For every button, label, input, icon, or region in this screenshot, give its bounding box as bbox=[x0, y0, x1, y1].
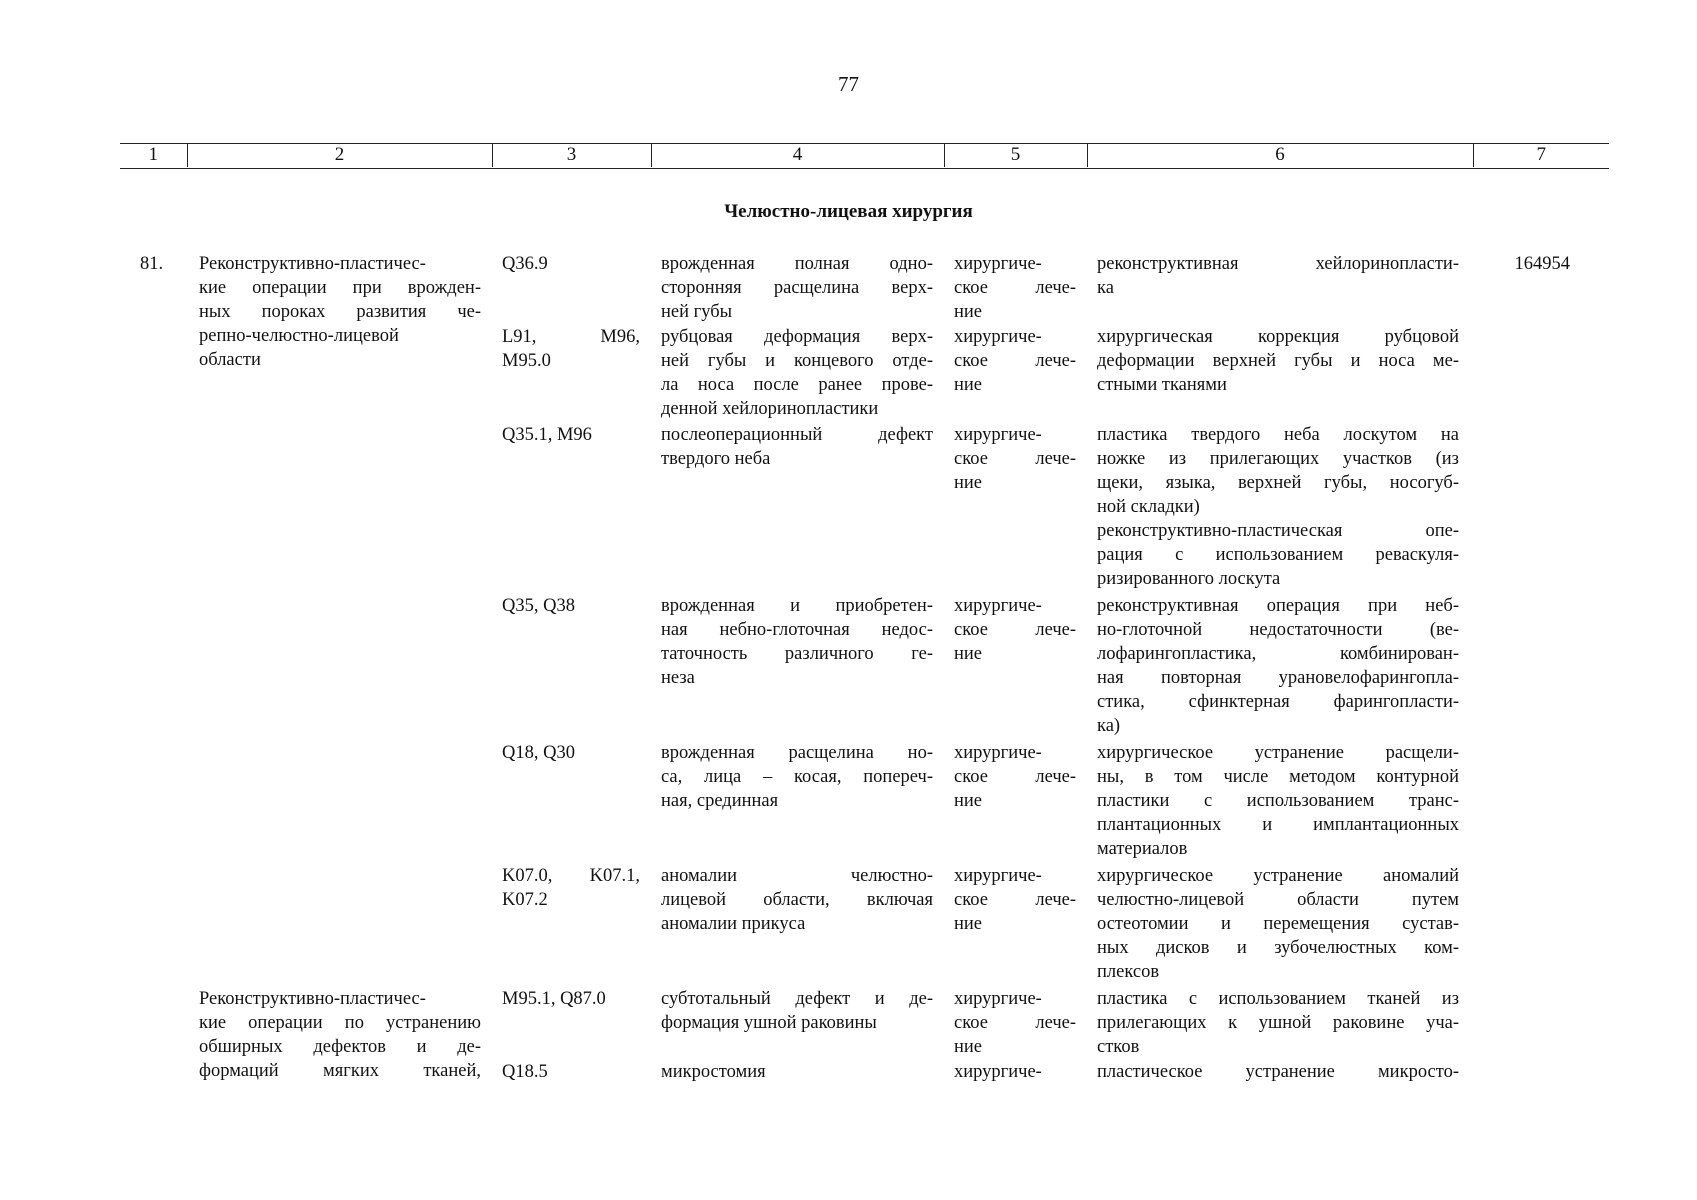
text-line: прилегающих к ушной раковине уча- bbox=[1097, 1013, 1459, 1033]
method-cell bbox=[1097, 864, 1459, 984]
diagnosis-cell bbox=[661, 987, 933, 1035]
text-line: кие операции при врожден- bbox=[199, 278, 481, 298]
text-line: M95.0 bbox=[502, 351, 551, 371]
text-line: M95.1, Q87.0 bbox=[502, 989, 606, 1009]
text-line: хирургиче- bbox=[954, 989, 1042, 1009]
text-line: плантационных и имплантационных bbox=[1097, 815, 1459, 835]
text-line: деформации верхней губы и носа ме- bbox=[1097, 351, 1459, 371]
text-line: врожденная полная одно- bbox=[661, 254, 933, 274]
diagnosis-cell bbox=[661, 1060, 933, 1084]
text-line: остеотомии и перемещения сустав- bbox=[1097, 914, 1459, 934]
text-line: реконструктивная хейлоринопласти- bbox=[1097, 254, 1459, 274]
text-line: ние bbox=[954, 1037, 983, 1057]
diagnosis-cell bbox=[661, 325, 933, 421]
treatment-cell bbox=[954, 325, 1076, 397]
text-line: хирургиче- bbox=[954, 327, 1042, 347]
method-cell bbox=[1097, 594, 1459, 738]
codes-cell bbox=[502, 864, 640, 912]
text-line: хирургиче- bbox=[954, 425, 1042, 445]
text-line: микростомия bbox=[661, 1062, 766, 1082]
codes-cell bbox=[502, 741, 640, 765]
text-line: ние bbox=[954, 375, 983, 395]
text-line: ка bbox=[1097, 278, 1114, 298]
method-cell bbox=[1097, 987, 1459, 1059]
text-line: субтотальный дефект и де- bbox=[661, 989, 933, 1009]
method-cell bbox=[1097, 423, 1459, 591]
text-line: области bbox=[199, 350, 261, 370]
header-col-6: 6 bbox=[1087, 143, 1473, 167]
text-line: обширных дефектов и де- bbox=[199, 1037, 481, 1057]
text-line: ское лече- bbox=[954, 890, 1076, 910]
text-line: кие операции по устранению bbox=[199, 1013, 481, 1033]
text-line: аномалии челюстно- bbox=[661, 866, 933, 886]
diagnosis-cell bbox=[661, 741, 933, 813]
text-line: ней губы и концевого отде- bbox=[661, 351, 933, 371]
text-line: врожденная расщелина но- bbox=[661, 743, 933, 763]
text-line: пластика с использованием тканей из bbox=[1097, 989, 1459, 1009]
text-line: челюстно-лицевой области путем bbox=[1097, 890, 1459, 910]
text-line: твердого неба bbox=[661, 449, 771, 469]
method-cell bbox=[1097, 1060, 1459, 1084]
treatment-cell bbox=[954, 594, 1076, 666]
text-line: стика, сфинктерная фарингопласти- bbox=[1097, 692, 1459, 712]
text-line: ней губы bbox=[661, 302, 733, 322]
text-line: хирургическое устранение расщели- bbox=[1097, 743, 1459, 763]
text-line: формаций мягких тканей, bbox=[199, 1061, 481, 1081]
text-line: реконструктивно-пластическая опе- bbox=[1097, 521, 1459, 541]
row-number: 81. bbox=[140, 254, 164, 274]
text-line: лофарингопластика, комбинирован- bbox=[1097, 644, 1459, 664]
codes-cell bbox=[502, 594, 640, 618]
text-line: аномалии прикуса bbox=[661, 914, 806, 934]
codes-cell bbox=[502, 325, 640, 373]
text-line: ние bbox=[954, 914, 983, 934]
text-line: ние bbox=[954, 302, 983, 322]
text-line: врожденная и приобретен- bbox=[661, 596, 933, 616]
text-line: K07.0, K07.1, bbox=[502, 866, 640, 886]
text-line: пластика твердого неба лоскутом на bbox=[1097, 425, 1459, 445]
diagnosis-cell bbox=[661, 423, 933, 471]
text-line: материалов bbox=[1097, 839, 1188, 859]
text-line: ка) bbox=[1097, 716, 1121, 736]
method-cell bbox=[1097, 741, 1459, 861]
codes-cell bbox=[502, 1060, 640, 1084]
method-cell bbox=[1097, 325, 1459, 397]
text-line: ла носа после ранее прове- bbox=[661, 375, 933, 395]
diagnosis-cell bbox=[661, 864, 933, 936]
text-line: ние bbox=[954, 473, 983, 493]
text-line: Q35.1, M96 bbox=[502, 425, 592, 445]
text-line: формация ушной раковины bbox=[661, 1013, 877, 1033]
text-line: ны, в том числе методом контурной bbox=[1097, 767, 1459, 787]
text-line: пластическое устранение микросто- bbox=[1097, 1062, 1459, 1082]
text-line: ское лече- bbox=[954, 1013, 1076, 1033]
header-col-3: 3 bbox=[492, 143, 651, 167]
codes-cell bbox=[502, 987, 640, 1011]
text-line: плексов bbox=[1097, 962, 1160, 982]
text-line: реконструктивная операция при неб- bbox=[1097, 596, 1459, 616]
text-line: Q36.9 bbox=[502, 254, 548, 274]
text-line: ной складки) bbox=[1097, 497, 1200, 517]
text-line: ная, срединная bbox=[661, 791, 779, 811]
codes-cell bbox=[502, 423, 640, 447]
text-line: ние bbox=[954, 644, 983, 664]
text-line: Q35, Q38 bbox=[502, 596, 575, 616]
text-line: Q18.5 bbox=[502, 1062, 548, 1082]
text-line: хирургиче- bbox=[954, 866, 1042, 886]
treatment-cell bbox=[954, 864, 1076, 936]
text-line: L91, M96, bbox=[502, 327, 640, 347]
text-line: Q18, Q30 bbox=[502, 743, 575, 763]
diagnosis-cell bbox=[661, 252, 933, 324]
text-line: сторонняя расщелина верх- bbox=[661, 278, 933, 298]
group-2-name bbox=[199, 987, 481, 1083]
cost-value: 164954 bbox=[1514, 254, 1570, 274]
text-line: ризированного лоскута bbox=[1097, 569, 1281, 589]
text-line: ское лече- bbox=[954, 620, 1076, 640]
text-line: ние bbox=[954, 791, 983, 811]
text-line: ножке из прилегающих участков (из bbox=[1097, 449, 1459, 469]
text-line: рация с использованием реваскуля- bbox=[1097, 545, 1459, 565]
text-line: Реконструктивно-пластичес- bbox=[199, 989, 426, 1009]
header-col-7: 7 bbox=[1473, 143, 1609, 167]
treatment-cell bbox=[954, 741, 1076, 813]
treatment-cell bbox=[954, 1060, 1076, 1084]
method-cell bbox=[1097, 252, 1459, 300]
text-line: рубцовая деформация верх- bbox=[661, 327, 933, 347]
text-line: Реконструктивно-пластичес- bbox=[199, 254, 426, 274]
diagnosis-cell bbox=[661, 594, 933, 690]
text-line: хирургическая коррекция рубцовой bbox=[1097, 327, 1459, 347]
text-line: ных пороках развития че- bbox=[199, 302, 481, 322]
treatment-cell bbox=[954, 987, 1076, 1059]
treatment-cell bbox=[954, 423, 1076, 495]
text-line: ское лече- bbox=[954, 767, 1076, 787]
text-line: ское лече- bbox=[954, 351, 1076, 371]
header-col-4: 4 bbox=[651, 143, 944, 167]
text-line: щеки, языка, верхней губы, носогуб- bbox=[1097, 473, 1459, 493]
page-number: 77 bbox=[838, 72, 859, 96]
header-col-5: 5 bbox=[944, 143, 1087, 167]
text-line: лицевой области, включая bbox=[661, 890, 933, 910]
text-line: ная повторная урановелофарингопла- bbox=[1097, 668, 1459, 688]
text-line: репно-челюстно-лицевой bbox=[199, 326, 399, 346]
text-line: но-глоточной недостаточности (ве- bbox=[1097, 620, 1459, 640]
text-line: неза bbox=[661, 668, 695, 688]
text-line: ных дисков и зубочелюстных ком- bbox=[1097, 938, 1459, 958]
group-1-name bbox=[199, 252, 481, 372]
text-line: K07.2 bbox=[502, 890, 548, 910]
text-line: ское лече- bbox=[954, 278, 1076, 298]
text-line: ная небно-глоточная недос- bbox=[661, 620, 933, 640]
text-line: ское лече- bbox=[954, 449, 1076, 469]
text-line: таточность различного ге- bbox=[661, 644, 933, 664]
text-line: денной хейлоринопластики bbox=[661, 399, 879, 419]
header-col-1: 1 bbox=[148, 144, 158, 165]
text-line: хирургиче- bbox=[954, 254, 1042, 274]
text-line: хирургиче- bbox=[954, 596, 1042, 616]
column-number-header bbox=[120, 143, 1609, 167]
treatment-cell bbox=[954, 252, 1076, 324]
text-line: пластики с использованием транс- bbox=[1097, 791, 1459, 811]
text-line: хирургиче- bbox=[954, 1062, 1042, 1082]
codes-cell bbox=[502, 252, 640, 276]
text-line: хирургическое устранение аномалий bbox=[1097, 866, 1459, 886]
text-line: послеоперационный дефект bbox=[661, 425, 933, 445]
text-line: стков bbox=[1097, 1037, 1140, 1057]
text-line: са, лица – косая, попереч- bbox=[661, 767, 933, 787]
section-title: Челюстно-лицевая хирургия bbox=[724, 201, 973, 222]
header-col-2: 2 bbox=[187, 143, 492, 167]
text-line: стными тканями bbox=[1097, 375, 1227, 395]
header-bottom-rule bbox=[120, 168, 1609, 169]
text-line: хирургиче- bbox=[954, 743, 1042, 763]
